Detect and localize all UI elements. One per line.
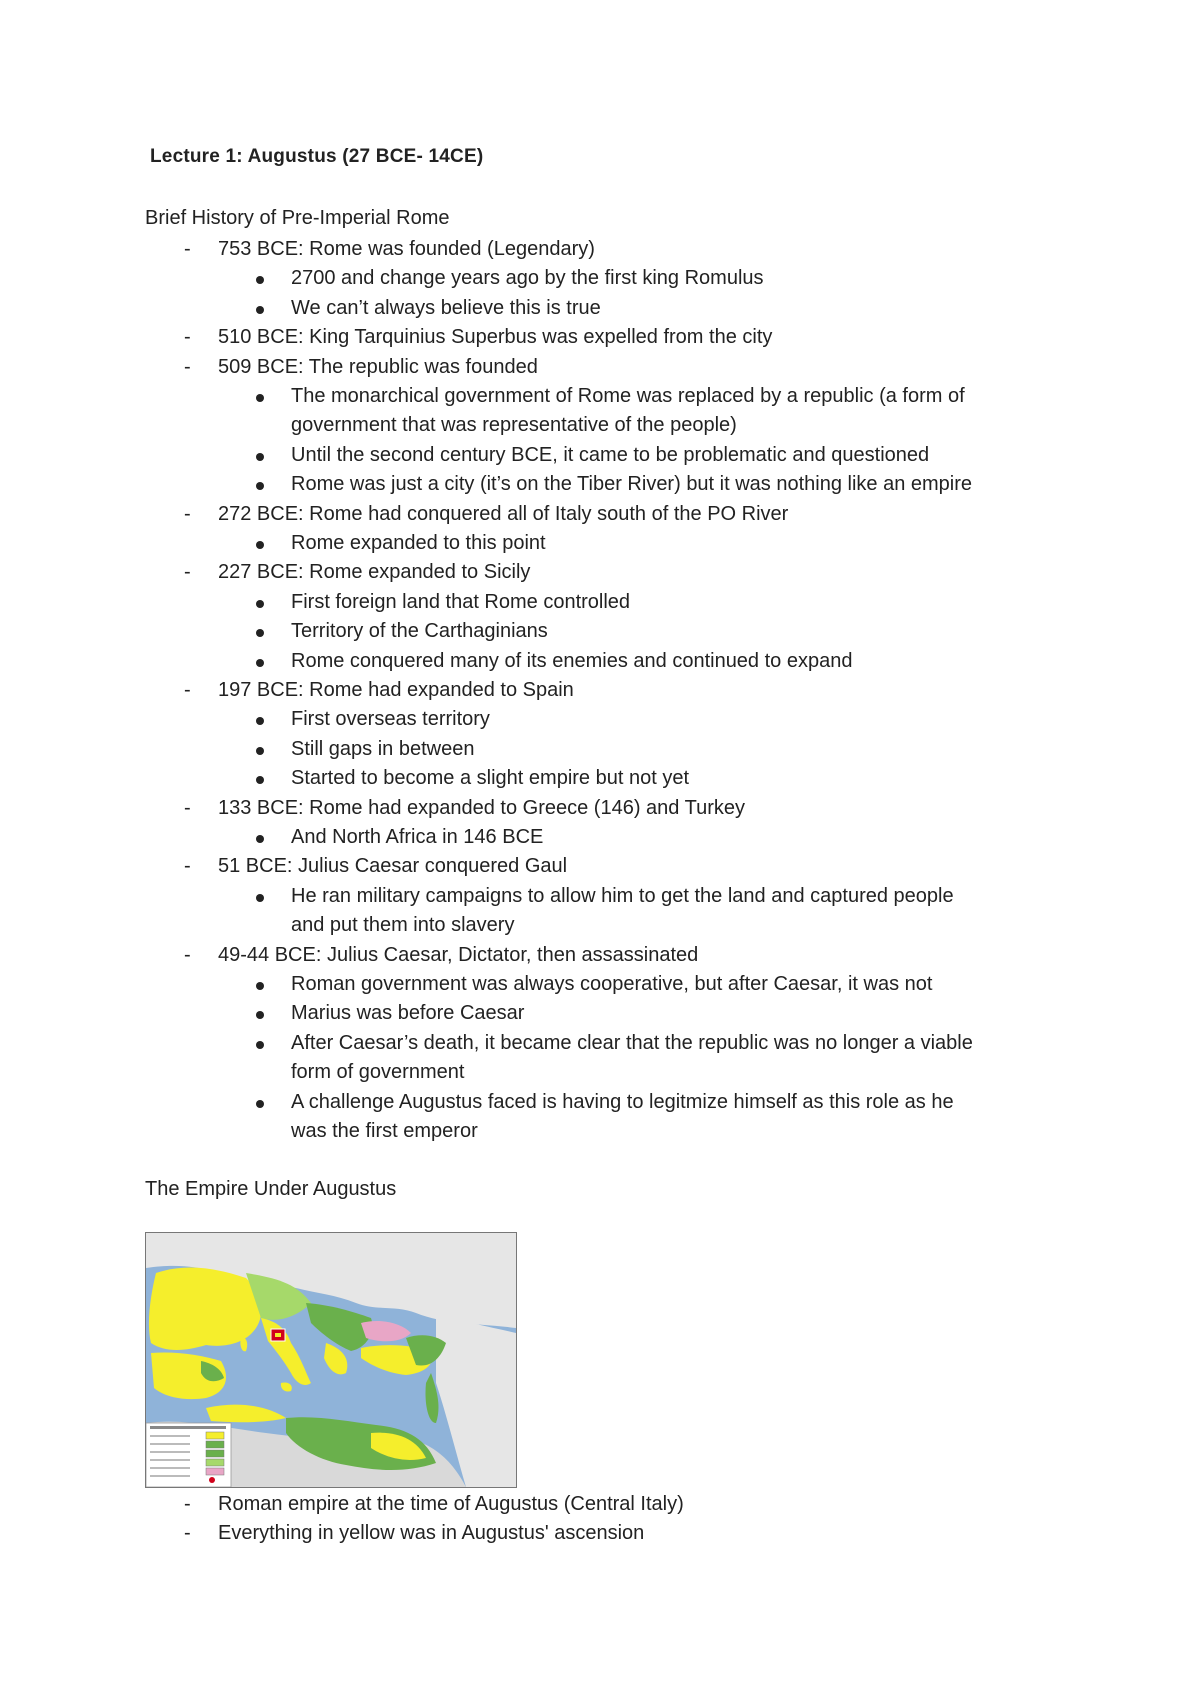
- bullet-dot-icon: [256, 306, 264, 314]
- sub-bullet-continuation: form of government: [291, 1061, 465, 1084]
- sub-bullet-text: Still gaps in between: [291, 737, 475, 760]
- dash-marker: -: [184, 1522, 191, 1545]
- bullet-dot-icon: [256, 276, 264, 284]
- map-note-item: [184, 1519, 644, 1548]
- dash-marker: -: [184, 502, 191, 525]
- sub-bullet-text: The monarchical government of Rome was replaced by a republic (a form of: [291, 385, 965, 407]
- bullet-dot-icon: [256, 835, 264, 843]
- timeline-item-text: 133 BCE: Rome had expanded to Greece (146) and Turkey: [218, 796, 745, 819]
- dash-marker: -: [184, 326, 191, 349]
- dash-marker: -: [184, 561, 191, 584]
- sub-bullet-text: Rome conquered many of its enemies and continued to expand: [291, 649, 853, 672]
- sub-bullet-text: Rome was just a city (it’s on the Tiber River) but it was nothing like an empire: [291, 473, 973, 496]
- sub-bullet-text: First foreign land that Rome controlled: [291, 590, 631, 613]
- sub-bullet-text: A challenge Augustus faced is having to legitmize himself as this role as he: [291, 1090, 954, 1113]
- dash-marker: -: [184, 679, 191, 701]
- bullet-dot-icon: [256, 453, 264, 461]
- timeline-item-text: 49-44 BCE: Julius Caesar, Dictator, then assassinated: [218, 943, 699, 966]
- bullet-dot-icon: [256, 747, 264, 755]
- timeline-item-text: 227 BCE: Rome expanded to Sicily: [218, 561, 531, 584]
- dash-marker: -: [184, 1493, 191, 1515]
- map-graphic: [146, 1233, 516, 1487]
- bullet-dot-icon: [256, 629, 264, 637]
- bullet-dot-icon: [256, 600, 264, 608]
- timeline-item: [184, 323, 772, 352]
- page-title: Lecture 1: Augustus (27 BCE- 14CE): [150, 146, 484, 167]
- section-heading-history: Brief History of Pre-Imperial Rome: [145, 207, 450, 229]
- sub-bullet-text: Territory of the Carthaginians: [291, 620, 548, 643]
- bullet-dot-icon: [256, 1011, 264, 1019]
- dash-marker: -: [184, 943, 191, 966]
- dash-marker: -: [184, 796, 191, 819]
- bullet-dot-icon: [256, 1041, 264, 1049]
- timeline-item-text: 197 BCE: Rome had expanded to Spain: [218, 679, 574, 701]
- timeline-item: [184, 852, 567, 881]
- dash-marker: -: [184, 238, 191, 260]
- roman-empire-map: [145, 1232, 517, 1488]
- timeline-item-text: 51 BCE: Julius Caesar conquered Gaul: [218, 855, 568, 878]
- timeline-item-text: 509 BCE: The republic was founded: [218, 355, 538, 378]
- timeline-item-text: 272 BCE: Rome had conquered all of Italy south of the PO River: [218, 502, 789, 525]
- sub-bullet-text: And North Africa in 146 BCE: [291, 826, 544, 848]
- bullet-dot-icon: [256, 1100, 264, 1108]
- timeline-item: [184, 676, 574, 705]
- section-heading-empire: The Empire Under Augustus: [145, 1178, 397, 1200]
- bullet-dot-icon: [256, 541, 264, 549]
- timeline-item-text: 510 BCE: King Tarquinius Superbus was expelled from the city: [218, 326, 773, 349]
- sub-bullet-text: Marius was before Caesar: [291, 1002, 525, 1025]
- bullet-dot-icon: [256, 894, 264, 902]
- timeline-item-text: 753 BCE: Rome was founded (Legendary): [218, 238, 595, 260]
- map-note-text: Everything in yellow was in Augustus' ascension: [218, 1522, 645, 1545]
- timeline-item: [184, 235, 595, 264]
- timeline-item: [184, 500, 788, 529]
- sub-bullet-text: Roman government was always cooperative, but after Caesar, it was not: [291, 973, 933, 995]
- sub-bullet-continuation: and put them into slavery: [291, 914, 515, 937]
- timeline-item: [184, 794, 745, 823]
- sub-bullet-text: Rome expanded to this point: [291, 532, 546, 554]
- sub-bullet-text: Started to become a slight empire but not yet: [291, 767, 689, 790]
- bullet-dot-icon: [256, 394, 264, 402]
- map-note-text: Roman empire at the time of Augustus (Central Italy): [218, 1493, 684, 1515]
- bullet-dot-icon: [256, 717, 264, 725]
- dash-marker: -: [184, 355, 191, 378]
- timeline-item: [184, 941, 698, 970]
- bullet-dot-icon: [256, 659, 264, 667]
- sub-bullet-text: We can’t always believe this is true: [291, 296, 601, 319]
- sub-bullet-continuation: government that was representative of the people): [291, 414, 737, 437]
- dash-marker: -: [184, 855, 191, 878]
- sub-bullet-text: First overseas territory: [291, 708, 490, 731]
- sub-bullet-continuation: was the first emperor: [291, 1120, 478, 1142]
- sub-bullet-text: Until the second century BCE, it came to be problematic and questioned: [291, 443, 930, 466]
- bullet-dot-icon: [256, 982, 264, 990]
- sub-bullet-text: After Caesar’s death, it became clear that the republic was no longer a viable: [291, 1031, 973, 1054]
- sub-bullet-text: He ran military campaigns to allow him to get the land and captured people: [291, 884, 954, 907]
- sub-bullet-text: 2700 and change years ago by the first king Romulus: [291, 267, 764, 290]
- map-note-item: [184, 1490, 684, 1519]
- timeline-item: [184, 353, 538, 382]
- bullet-dot-icon: [256, 482, 264, 490]
- timeline-item: [184, 558, 530, 587]
- bullet-dot-icon: [256, 776, 264, 784]
